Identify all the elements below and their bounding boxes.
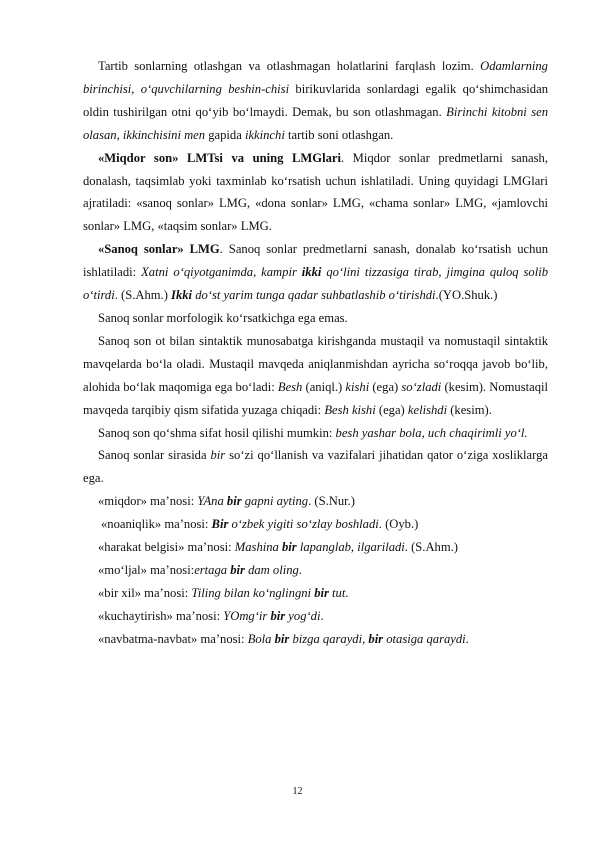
example-italic: Besh kishi (324, 402, 376, 417)
text: (kesim). Nomustaqil mavqeda tarqibiy qism sifatida yuzaga chiqadi: (83, 379, 549, 417)
paragraph-syntax (83, 330, 548, 422)
example-line-bir-xil (83, 582, 548, 605)
source: . (S.Ahm.) (404, 540, 458, 555)
text: . Sanoq sonlar predmetlarni sanash, donalab ko‘rsatish uchun ishlatiladi: (83, 242, 549, 280)
example-bold: bir (314, 585, 329, 600)
text: Tartib sonlarning otlashgan va otlashmagan holatlarini farqlash lozim. (98, 59, 474, 73)
example-italic: qo‘lini tizzasiga tirab, jimgina quloq solib o‘tirdi (83, 265, 548, 303)
example-italic: YOmg‘ir (223, 608, 271, 623)
example-italic: lapanglab, ilgariladi (296, 540, 405, 555)
example-italic: gapni ayting (241, 494, 309, 509)
section-heading: «Miqdor son» LMTsi va uning LMGlari (98, 150, 341, 165)
text: (aniql.) (302, 379, 346, 394)
text: (ega) (369, 379, 402, 394)
paragraph-compound-adjective (83, 422, 548, 445)
example-bold: Ikki (171, 288, 193, 303)
example-italic: otasiga qaraydi (383, 631, 466, 646)
example-bold: bir (274, 631, 290, 646)
text: gapida (205, 127, 245, 142)
text: Sanoq son qo‘shma sifat hosil qilishi mumkin: (98, 425, 336, 440)
source: . (S.Nur.) (308, 494, 355, 509)
text: Sanoq son ot bilan sintaktik munosabatga kirishganda mustaqil va nomustaqil sintaktik mavqelarda bo‘la oladi. Mustaqil mavqeda aniqlanmishdan ayricha so‘roqqa javob bo‘lib, alohida bo‘lak maqomiga ega bo‘ladi: (83, 333, 548, 394)
paragraph-bir-word (83, 444, 548, 490)
example-label: «harakat belgisi» ma’nosi: (98, 540, 235, 555)
text: (ega) (375, 402, 408, 417)
example-italic: Tiling bilan ko‘nglingni (191, 585, 315, 600)
example-bold: ikki (301, 265, 322, 280)
example-bold: bir (230, 562, 245, 577)
example-label: «mo‘ljal» ma’nosi: (98, 562, 195, 577)
example-line-miqdor (83, 490, 548, 513)
text: Sanoq sonlar sirasida (98, 448, 211, 463)
example-italic: Xatni o‘qiyotganimda, kampir (141, 265, 302, 280)
example-italic: kishi (345, 379, 370, 394)
paragraph-ordinal-numbers (83, 55, 548, 147)
text: . Miqdor sonlar predmetlarni sanash, donalash, taqsimlab yoki taxminlab ko‘rsatish uchun ishlatiladi. Uning quyidagi LMGlari ajratiladi: «sanoq sonlar» LMG, «dona sonlar» LMG, «chama sonlar» LMG, «jamlovchi sonlar» LMG, «taqsim sonlar» LMG. (83, 150, 548, 234)
example-italic: ikkinchi (244, 127, 285, 142)
example-italic: bizga qaraydi, (289, 631, 369, 646)
source: . (345, 585, 349, 600)
example-bold: bir (270, 608, 286, 623)
example-label: «navbatma-navbat» ma’nosi: (98, 631, 248, 646)
source: . (320, 608, 324, 623)
example-label: «noaniqlik» ma’nosi: (101, 517, 212, 532)
example-bold: bir (226, 494, 242, 509)
text: so‘zi qo‘llanish va vazifalari jihatidan qator o‘ziga xosliklarga ega. (83, 448, 548, 486)
example-bold: Bir (211, 517, 229, 532)
example-line-navbatma-navbat (83, 628, 548, 651)
example-line-noaniqlik (83, 513, 548, 536)
example-italic: Birinchi kitobni sen olasan, ikkinchisini men (83, 104, 548, 142)
source: . (465, 631, 469, 646)
example-line-harakat (83, 536, 548, 559)
example-line-kuchaytirish (83, 605, 548, 628)
source: . (Oyb.) (378, 517, 419, 532)
example-italic: dam oling (244, 562, 299, 577)
example-label: «kuchaytirish» ma’nosi: (98, 608, 224, 623)
example-italic: YAna (197, 494, 227, 509)
example-italic: Odamlarning birinchisi, o‘quvchilarning beshin-chisi (83, 59, 548, 96)
text: (kesim). (447, 402, 492, 417)
example-bold: bir (368, 631, 384, 646)
example-italic: Mashina (234, 540, 282, 555)
source: .(YO.Shuk.) (435, 288, 498, 303)
text: tartib soni otlashgan. (284, 127, 394, 142)
page-number: 12 (292, 786, 303, 797)
example-italic: so‘zladi (401, 379, 442, 394)
source: . (298, 562, 302, 577)
source: . (S.Ahm.) (114, 288, 172, 303)
paragraph-morphology-note: Sanoq sonlar morfologik ko‘rsatkichga ega emas. (98, 310, 348, 325)
example-italic: o‘zbek yigiti so‘zlay boshladi (228, 517, 379, 532)
section-heading: «Sanoq sonlar» LMG (98, 242, 220, 257)
example-italic: bir (210, 448, 226, 463)
example-bold: bir (281, 540, 297, 555)
example-line-moljal (83, 559, 548, 582)
paragraph-quantity-numbers (83, 147, 548, 239)
example-italic: besh yashar bola, uch chaqirimli yo‘l. (335, 425, 528, 440)
text: birikuvlarida sonlardagi egalik qo‘shimchasidan oldin tushirilgan otni qo‘yib bo‘lmaydi. Demak, bu son otlashmagan. (83, 81, 548, 119)
example-italic: Bola (247, 631, 275, 646)
paragraph-cardinal-numbers (83, 238, 548, 307)
example-italic: kelishdi (407, 402, 448, 417)
example-italic: ertaga (194, 562, 231, 577)
example-italic: yog‘di (285, 608, 321, 623)
example-italic: do‘st yarim tunga qadar suhbatlashib o‘tirishdi (192, 288, 436, 303)
example-label: «miqdor» ma’nosi: (98, 494, 198, 509)
example-italic: Besh (277, 379, 303, 394)
document-page (83, 55, 548, 651)
example-label: «bir xil» ma’nosi: (98, 585, 192, 600)
example-italic: tut (328, 585, 346, 600)
